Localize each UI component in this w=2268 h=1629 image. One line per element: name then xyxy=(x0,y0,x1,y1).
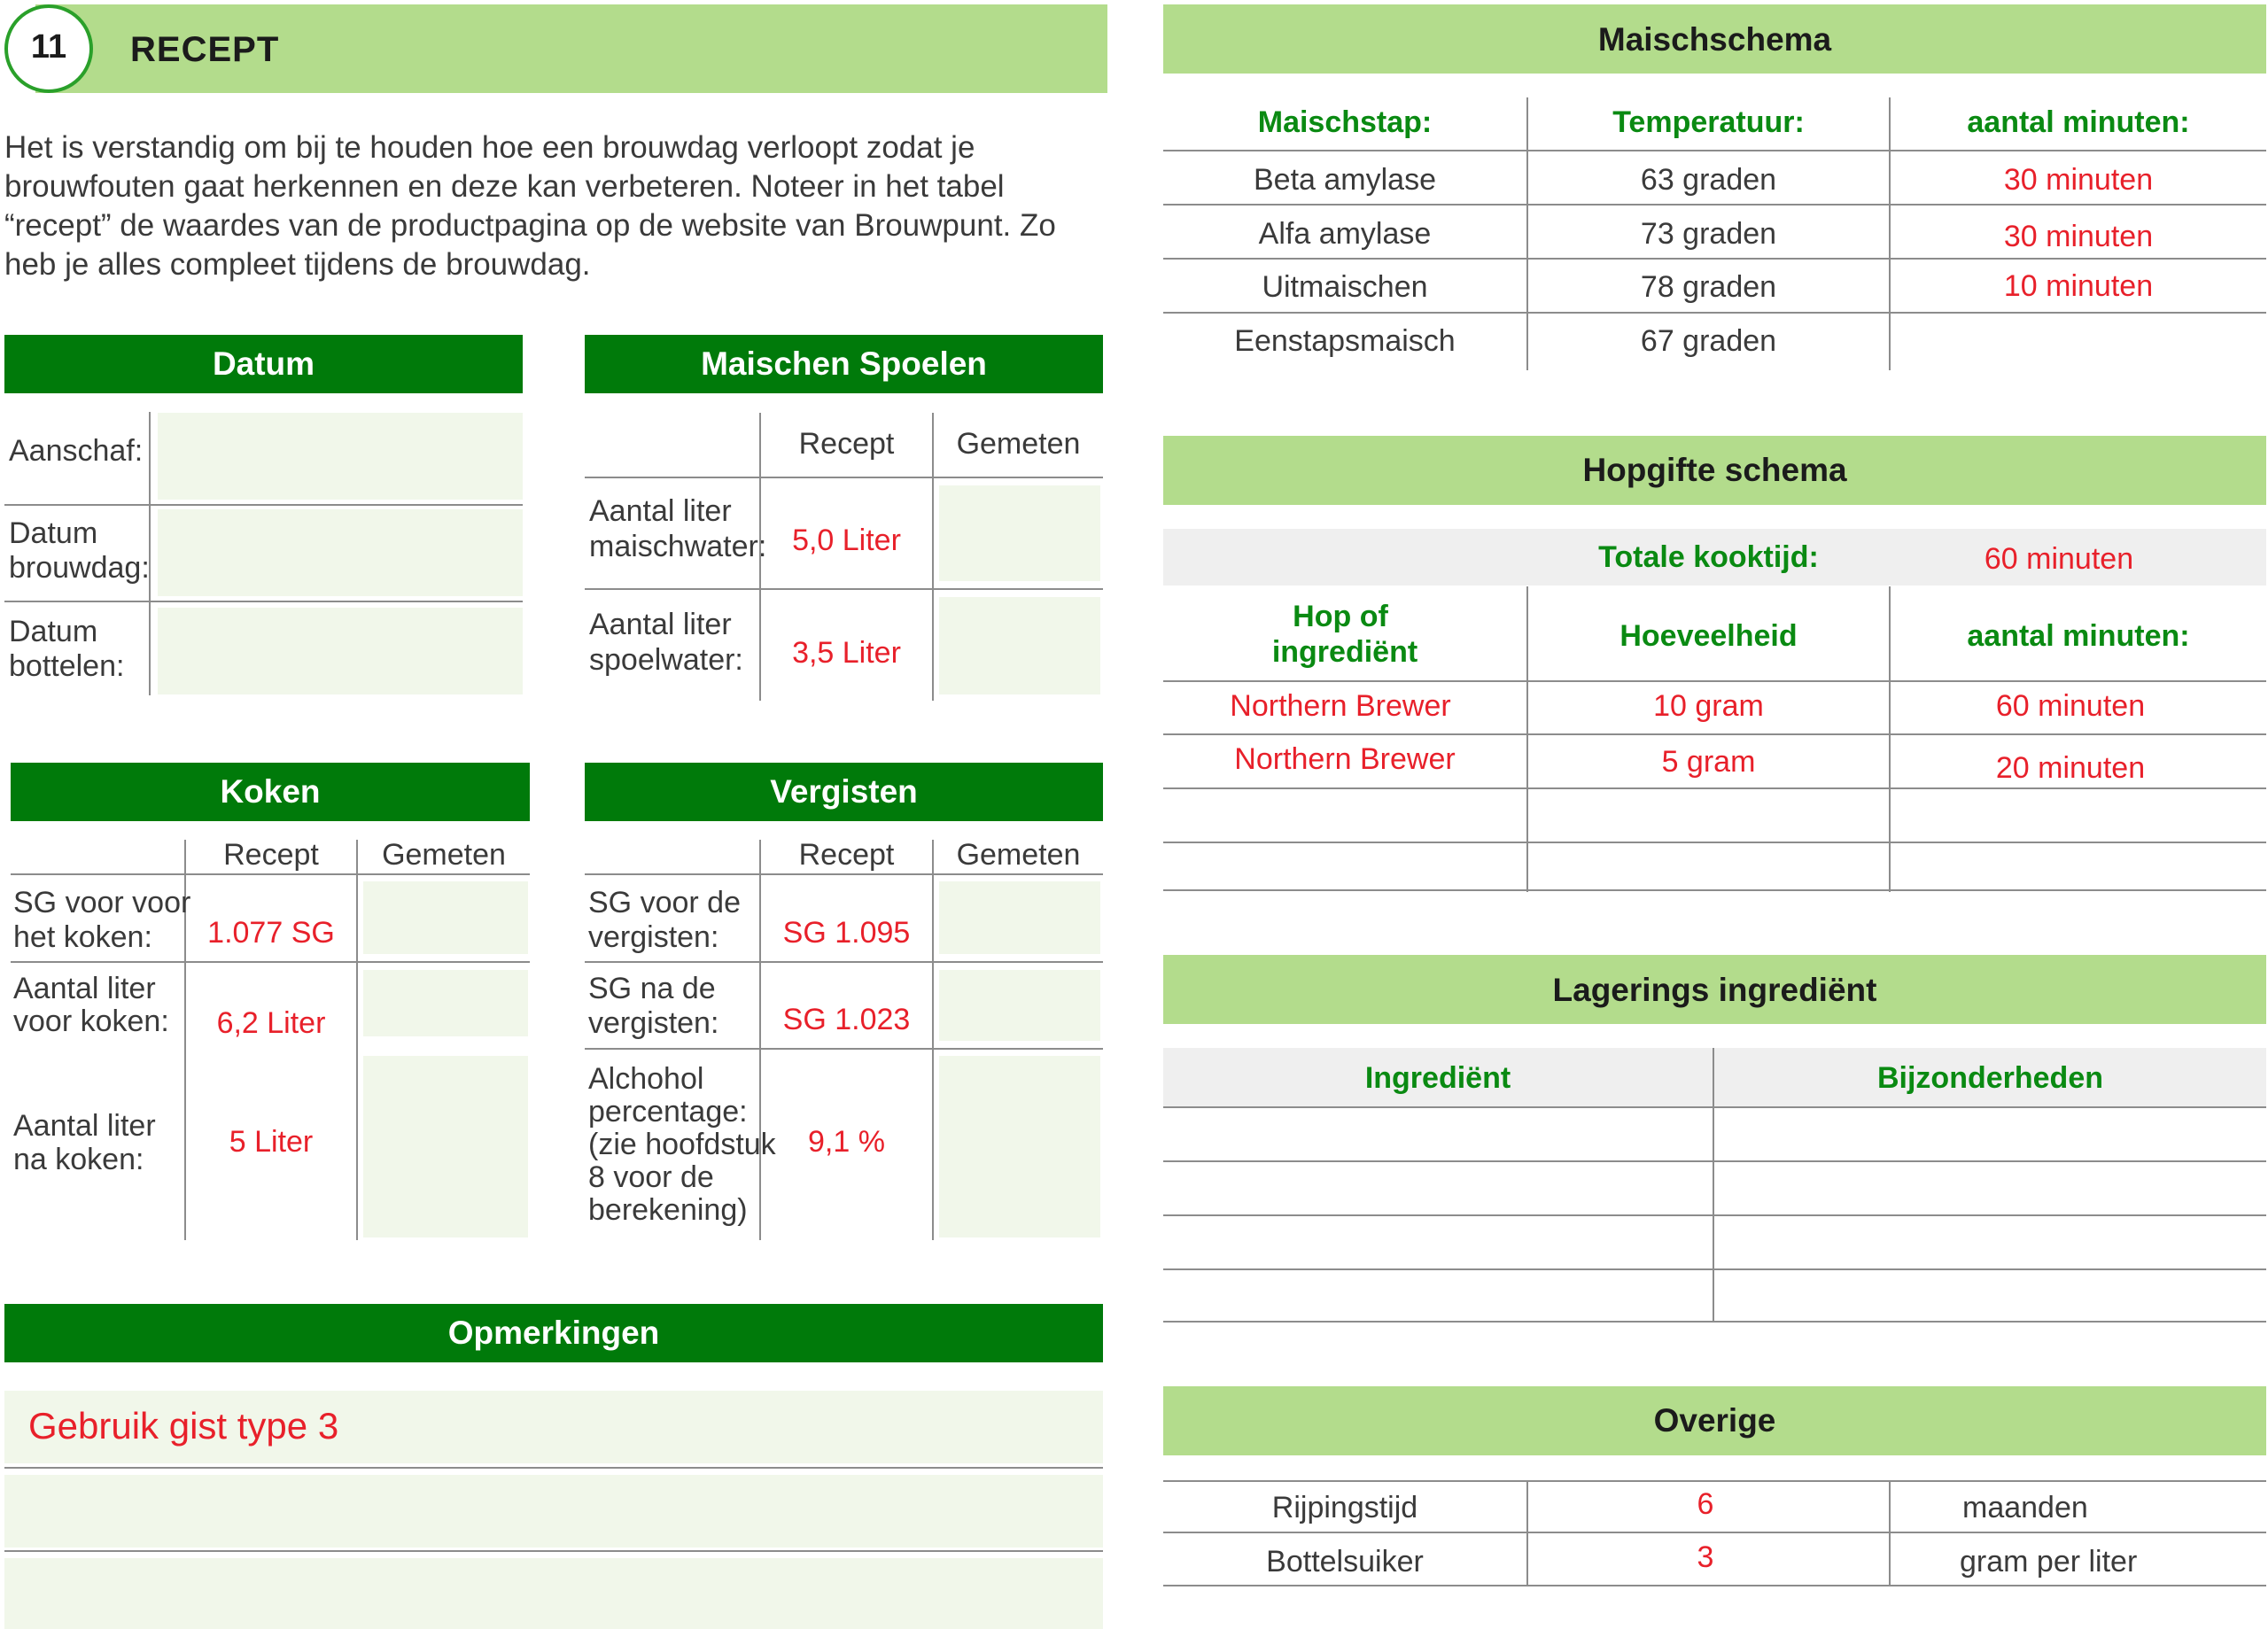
datum-brouwdag-input[interactable] xyxy=(158,509,523,596)
kooktijd-label: Totale kooktijd: xyxy=(1598,540,1819,574)
overige-unit: gram per liter xyxy=(1960,1545,2138,1579)
divider xyxy=(356,840,358,1240)
col-header-recept: Recept xyxy=(798,838,895,872)
divider xyxy=(1163,1321,2266,1323)
vergisten-title: Vergisten xyxy=(585,763,1103,821)
row-label: (zie hoofdstuk xyxy=(588,1128,776,1161)
divider xyxy=(1163,1160,2266,1162)
hop-name: Northern Brewer xyxy=(1230,689,1451,723)
row-label: spoelwater: xyxy=(589,643,743,677)
divider xyxy=(1163,150,2266,151)
col-header-hop: ingrediënt xyxy=(1271,635,1418,669)
alcohol-recept: 9,1 % xyxy=(808,1125,885,1159)
divider xyxy=(1163,787,2266,789)
divider xyxy=(585,588,1103,590)
opmerkingen-title: Opmerkingen xyxy=(4,1304,1103,1362)
temperatuur: 67 graden xyxy=(1640,324,1777,358)
divider xyxy=(4,1550,1103,1552)
overige-value: 6 xyxy=(1697,1487,1714,1521)
col-header-recept: Recept xyxy=(798,427,895,461)
hop-minuten: 20 minuten xyxy=(1995,751,2146,785)
col-header-bijzonderheden: Bijzonderheden xyxy=(1876,1061,2104,1095)
datum-aanschaf-input[interactable] xyxy=(158,413,523,500)
maischstap: Beta amylase xyxy=(1254,163,1436,197)
opmerkingen-line-1-text: Gebruik gist type 3 xyxy=(28,1405,339,1447)
row-label: vergisten: xyxy=(588,1006,719,1040)
col-header-hoeveelheid: Hoeveelheid xyxy=(1619,619,1798,653)
row-label: Aantal liter xyxy=(589,608,732,641)
datum-label: brouwdag: xyxy=(9,551,150,585)
row-label: SG voor de xyxy=(588,886,741,919)
col-header-minuten: aantal minuten: xyxy=(1967,619,2190,653)
divider xyxy=(1163,204,2266,206)
col-header-temperatuur: Temperatuur: xyxy=(1612,105,1805,139)
divider xyxy=(4,1467,1103,1469)
hop-minuten: 60 minuten xyxy=(1995,689,2146,723)
datum-title: Datum xyxy=(4,335,523,393)
col-header-gemeten: Gemeten xyxy=(956,838,1081,872)
divider xyxy=(1889,1480,1891,1586)
minuten: 10 minuten xyxy=(2003,269,2154,303)
row-label: SG na de xyxy=(588,972,716,1005)
divider xyxy=(1163,1214,2266,1216)
koken-liter-na-recept: 5 Liter xyxy=(229,1125,314,1159)
kooktijd-value: 60 minuten xyxy=(1984,542,2134,576)
row-label: Aantal liter xyxy=(13,1109,156,1143)
overige-title: Overige xyxy=(1163,1386,2266,1455)
divider xyxy=(585,873,1103,875)
divider xyxy=(1163,1532,2266,1533)
maischwater-gemeten-input[interactable] xyxy=(939,485,1100,581)
koken-sg-gemeten-input[interactable] xyxy=(363,881,528,954)
overige-label: Bottelsuiker xyxy=(1266,1545,1424,1579)
divider xyxy=(1163,1268,2266,1270)
row-label: berekening) xyxy=(588,1193,748,1227)
spoelwater-recept: 3,5 Liter xyxy=(792,636,901,670)
col-header-gemeten: Gemeten xyxy=(382,838,506,872)
divider xyxy=(1163,1480,2266,1482)
alcohol-gemeten-input[interactable] xyxy=(939,1056,1100,1237)
row-label: maischwater: xyxy=(589,530,767,563)
hop-hoeveelheid: 5 gram xyxy=(1661,745,1756,779)
divider xyxy=(759,840,761,1240)
vergisten-sg-na-gemeten-input[interactable] xyxy=(939,970,1100,1041)
minuten: 30 minuten xyxy=(2003,163,2154,197)
col-header-maischstap: Maischstap: xyxy=(1257,105,1433,139)
temperatuur: 63 graden xyxy=(1640,163,1777,197)
maischschema-title: Maischschema xyxy=(1163,4,2266,74)
row-label: Aantal liter xyxy=(13,972,156,1005)
maischstap: Eenstapsmaisch xyxy=(1234,324,1456,358)
koken-liter-voor-recept: 6,2 Liter xyxy=(216,1006,326,1040)
vergisten-sg-voor-recept: SG 1.095 xyxy=(782,916,911,950)
row-label: SG voor voor xyxy=(13,886,191,919)
col-header-minuten: aantal minuten: xyxy=(1967,105,2190,139)
divider xyxy=(4,601,523,602)
datum-label: Aanschaf: xyxy=(9,434,144,468)
divider xyxy=(1163,258,2266,260)
spoelwater-gemeten-input[interactable] xyxy=(939,597,1100,694)
datum-label: Datum xyxy=(9,516,98,550)
page-title: RECEPT xyxy=(130,30,280,69)
temperatuur: 73 graden xyxy=(1640,217,1777,251)
divider xyxy=(1163,842,2266,843)
vergisten-sg-na-recept: SG 1.023 xyxy=(782,1003,911,1036)
minuten: 30 minuten xyxy=(2003,220,2154,253)
row-label: percentage: xyxy=(588,1095,748,1129)
maischen-spoelen-title: Maischen Spoelen xyxy=(585,335,1103,393)
hop-name: Northern Brewer xyxy=(1234,742,1456,776)
divider xyxy=(585,961,1103,963)
opmerkingen-line-2[interactable] xyxy=(4,1475,1103,1548)
temperatuur: 78 graden xyxy=(1640,270,1777,304)
datum-label: Datum xyxy=(9,615,98,648)
hopgifte-title: Hopgifte schema xyxy=(1163,436,2266,505)
lagering-title: Lagerings ingrediënt xyxy=(1163,955,2266,1024)
col-header-hop: Hop of xyxy=(1293,600,1388,633)
overige-unit: maanden xyxy=(1962,1491,2088,1524)
overige-label: Rijpingstijd xyxy=(1271,1491,1418,1524)
row-label: 8 voor de xyxy=(588,1160,714,1194)
row-label: Alchohol xyxy=(588,1062,704,1096)
divider xyxy=(4,504,523,506)
divider xyxy=(1163,733,2266,735)
col-header-gemeten: Gemeten xyxy=(956,427,1081,461)
datum-label: bottelen: xyxy=(9,649,125,683)
maischwater-recept: 5,0 Liter xyxy=(792,524,901,557)
koken-title: Koken xyxy=(11,763,530,821)
divider xyxy=(1163,1585,2266,1586)
row-label: Aantal liter xyxy=(589,494,732,528)
divider xyxy=(1163,889,2266,891)
divider xyxy=(11,873,530,875)
divider xyxy=(11,961,530,963)
col-header-ingredient: Ingrediënt xyxy=(1364,1061,1511,1095)
hop-hoeveelheid: 10 gram xyxy=(1653,689,1764,723)
divider xyxy=(585,477,1103,478)
datum-bottelen-input[interactable] xyxy=(158,608,523,694)
divider xyxy=(1163,680,2266,682)
vergisten-sg-voor-gemeten-input[interactable] xyxy=(939,881,1100,954)
intro-paragraph: Het is verstandig om bij te houden hoe een brouwdag verloopt zodat je brouwfouten gaat herkennen en deze kan verbeteren. Noteer in het tabel “recept” de waardes van de productpagina op de website van Brouwpunt. Zo heb je alles compleet tijdens de brouwdag. xyxy=(4,130,1056,282)
koken-sg-recept: 1.077 SG xyxy=(207,916,335,950)
maischstap: Alfa amylase xyxy=(1258,217,1432,251)
divider xyxy=(1163,312,2266,314)
divider xyxy=(932,840,934,1240)
divider xyxy=(585,1048,1103,1050)
col-header-recept: Recept xyxy=(223,838,319,872)
row-label: voor koken: xyxy=(13,1005,169,1038)
koken-liter-na-gemeten-input[interactable] xyxy=(363,1056,528,1237)
divider xyxy=(1163,1106,2266,1108)
maischstap: Uitmaischen xyxy=(1262,270,1428,304)
row-label: na koken: xyxy=(13,1143,144,1176)
row-label: vergisten: xyxy=(588,920,719,954)
koken-liter-voor-gemeten-input[interactable] xyxy=(363,970,528,1036)
opmerkingen-line-3[interactable] xyxy=(4,1558,1103,1629)
row-label: het koken: xyxy=(13,920,152,954)
overige-value: 3 xyxy=(1697,1540,1714,1574)
chapter-number: 11 xyxy=(30,28,67,66)
